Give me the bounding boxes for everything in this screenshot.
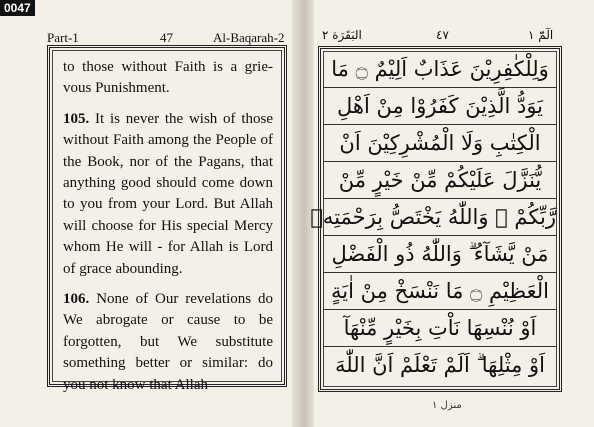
arabic-line: يَوَدُّ الَّذِيْنَ كَفَرُوْا مِنْ اَهْلِ xyxy=(324,89,556,125)
left-header-page-number: 47 xyxy=(160,30,173,45)
left-header-part: Part-1 xyxy=(47,30,79,45)
arabic-line: الْعَظِيْمِ ۝ مَا نَنْسَخْ مِنْ اٰيَةٍ xyxy=(324,274,556,310)
translation-frame xyxy=(47,45,287,393)
arabic-text-area xyxy=(310,51,557,387)
paragraph-text: None of Our revelations do We abrogate or cause to be forgotten, but We substitute something better or similar: do you not know that Allah xyxy=(63,291,274,393)
arabic-line: اَوْ نُنْسِهَا نَاْتِ بِخَيْرٍ مِّنْهَآ xyxy=(324,311,556,347)
arabic-line: يُّنَزَّلَ عَلَيْكُمْ مِّنْ خَيْرٍ مِّنْ xyxy=(324,163,556,199)
left-header-surah: Al-Baqarah-2 xyxy=(213,30,285,45)
arabic-line: وَلِلْكٰفِرِيْنَ عَذَابٌ اَلِيْمٌ ۝ مَا xyxy=(324,52,556,88)
manzil-marker: منزل ١ xyxy=(432,400,462,411)
right-header-surah: البَقَرَة ٢ xyxy=(322,28,362,42)
verse-number: 106. xyxy=(63,291,90,308)
verse-number: 105. xyxy=(63,110,90,127)
paragraph-text: to those without Faith is a grie-vous Punishment. xyxy=(63,59,273,97)
translation-paragraph-continued xyxy=(63,57,273,100)
arabic-line: رَّبِّكُمْ ۗ وَاللّٰهُ يَخْتَصُّ بِرَحْمَتِهٖ xyxy=(324,200,556,236)
page-badge: 0047 xyxy=(0,0,35,16)
right-header-page-number: ٤٧ xyxy=(436,28,449,42)
right-header-part: الٓمّٓ ١ xyxy=(528,28,554,42)
arabic-line: الْكِتٰبِ وَلَا الْمُشْرِكِيْنَ اَنْ xyxy=(324,126,556,162)
arabic-line: مَنْ يَّشَآءُ ۗ وَاللّٰهُ ذُو الْفَضْلِ xyxy=(324,237,556,273)
arabic-frame xyxy=(310,46,562,392)
translation-paragraph-106 xyxy=(63,289,273,396)
translation-text-area xyxy=(52,50,282,393)
paragraph-text: It is never the wish of those without Faith among the People of the Book, nor of the Pagans, that anything good should come down to you from your Lord. But Allah will choose for His special Mercy whom He will - for Allah is Lord of grace abounding. xyxy=(63,110,273,277)
arabic-line: اَوْ مِثْلِهَا ۗ اَلَمْ تَعْلَمْ اَنَّ اللّٰهَ xyxy=(334,353,546,377)
translation-paragraph-105 xyxy=(63,109,273,280)
